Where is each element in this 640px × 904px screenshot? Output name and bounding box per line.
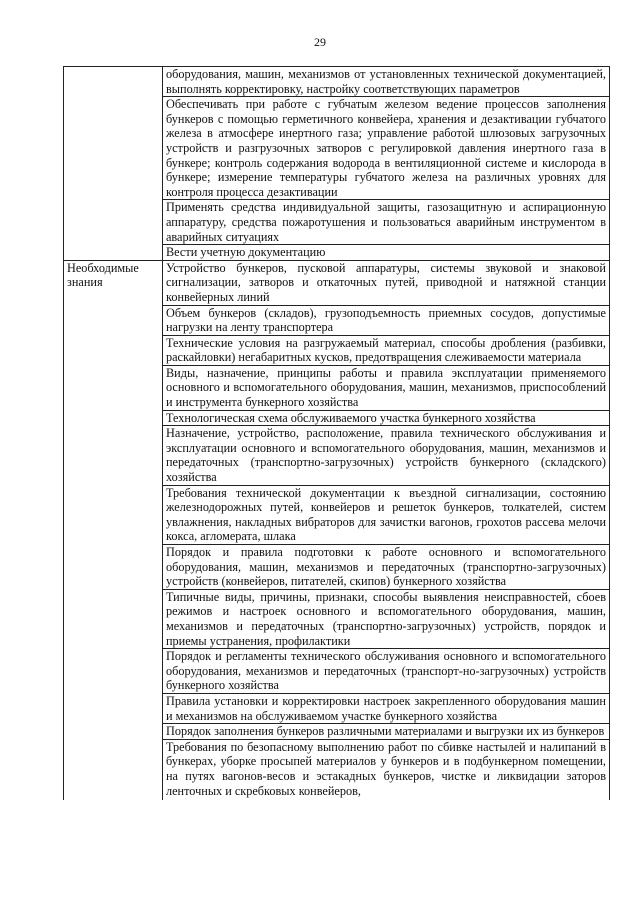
requirement-text: Назначение, устройство, расположение, правила технического обслуживания и эксплуатации основного и вспомогательного оборудования, машин, механизмов и передаточных (транспортно-загрузочных) устройств бункерного (складского) хозяйства bbox=[166, 426, 606, 485]
requirement-cell bbox=[163, 200, 610, 245]
requirement-text: Объем бункеров (складов), грузоподъемность приемных сосудов, допустимые нагрузки на ленту транспортера bbox=[166, 305, 606, 335]
requirement-cell bbox=[163, 260, 610, 305]
requirement-text: оборудования, машин, механизмов от установленных технической документацией, выполнять корректировку, настройку соответствующих параметров bbox=[166, 67, 606, 96]
requirement-cell bbox=[163, 365, 610, 410]
requirement-cell bbox=[163, 693, 610, 723]
requirement-text: Технические условия на разгружаемый материал, способы дробления (разбивки, раскайловки) негабаритных кусков, предотвращения слеживаемости материала bbox=[166, 335, 606, 365]
requirement-text: Обеспечивать при работе с губчатым железом ведение процессов заполнения бункеров с помощью герметичного конвейера, хранения и дезактивации губчатого железа в атмосфере инертного газа; управление работой шлюзовых загрузочных устройств и разгрузочных затворов с регулировкой давления инертного газа в бункере; контроль содержания водорода в вентиляционной системе и кислорода в бункере; измерение температуры губчатого железа на различных уровнях для контроля процесса дезактивации bbox=[166, 97, 606, 199]
requirement-cell bbox=[163, 485, 610, 544]
requirement-text: Технологическая схема обслуживаемого участка бункерного хозяйства bbox=[166, 410, 536, 425]
requirement-cell bbox=[163, 410, 610, 426]
requirement-cell bbox=[163, 335, 610, 365]
requirement-cell bbox=[163, 426, 610, 485]
competency-table bbox=[63, 66, 610, 800]
requirement-cell bbox=[163, 545, 610, 590]
requirement-text: Вести учетную документацию bbox=[166, 245, 326, 260]
requirement-text: Виды, назначение, принципы работы и правила эксплуатации применяемого основного и вспомогательного оборудования, машин, механизмов, приспособлений и инструмента бункерного хозяйства bbox=[166, 365, 606, 410]
requirement-cell bbox=[163, 97, 610, 200]
requirement-text: Применять средства индивидуальной защиты, газозащитную и аспирационную аппаратуру, средства пожаротушения и пользоваться аварийным инструментом в аварийных ситуациях bbox=[166, 200, 606, 244]
requirement-cell bbox=[163, 245, 610, 261]
requirement-text: Требования технической документации к въездной сигнализации, состоянию железнодорожных путей, конвейеров и решеток бункеров, толкателей, систем увлажнения, накладных вибраторов для зачистки вагонов, грохотов рассева мелочи кокса, агломерата, шлака bbox=[166, 485, 606, 544]
requirement-text: Порядок и регламенты технического обслуживания основного и вспомогательного оборудования, механизмов и передаточных (транспорт-но-загрузочных) устройств бункерного хозяйства bbox=[166, 649, 606, 693]
requirement-text: Типичные виды, причины, признаки, способы выявления неисправностей, сбоев режимов и настроек основного и вспомогательного оборудования, машин, механизмов и передаточных (транспортно-загрузочных) устройств, порядок и приемы устранения, профилактики bbox=[166, 589, 606, 648]
requirement-text: Порядок и правила подготовки к работе основного и вспомогательного оборудования, машин, механизмов и передаточных (транспортно-загрузочных) устройств (конвейеров, питателей, скипов) бункерного хозяйства bbox=[166, 545, 606, 589]
competency-table-body bbox=[64, 67, 610, 800]
category-label-cell bbox=[64, 260, 163, 800]
requirement-text: Правила установки и корректировки настроек закрепленного оборудования машин и механизмов на обслуживаемом участке бункерного хозяйства bbox=[166, 693, 606, 723]
requirement-cell bbox=[163, 649, 610, 694]
requirement-cell bbox=[163, 739, 610, 800]
requirement-cell bbox=[163, 589, 610, 648]
page-number: 29 bbox=[314, 35, 326, 49]
table-row bbox=[64, 67, 610, 97]
category-label-cell bbox=[64, 67, 163, 261]
table-row bbox=[64, 260, 610, 305]
requirement-text: Устройство бункеров, пусковой аппаратуры, системы звуковой и знаковой сигнализации, затворов и откаточных путей, приводной и натяжной станции конвейерных линий bbox=[166, 260, 606, 304]
requirement-text: Требования по безопасному выполнению работ по сбивке настылей и налипаний в бункерах, уборке просыпей материалов у бункеров и в подбункерном помещении, на путях вагонов-весов и эстакадных бункеров, чистке и ликвидации заторов ленточных и скребковых конвейеров, bbox=[166, 739, 606, 798]
requirement-cell bbox=[163, 724, 610, 740]
requirement-cell bbox=[163, 67, 610, 97]
requirement-cell bbox=[163, 305, 610, 335]
requirement-text: Порядок заполнения бункеров различными материалами и выгрузки их из бункеров bbox=[166, 724, 605, 739]
category-label: Необходимые знания bbox=[67, 260, 139, 290]
